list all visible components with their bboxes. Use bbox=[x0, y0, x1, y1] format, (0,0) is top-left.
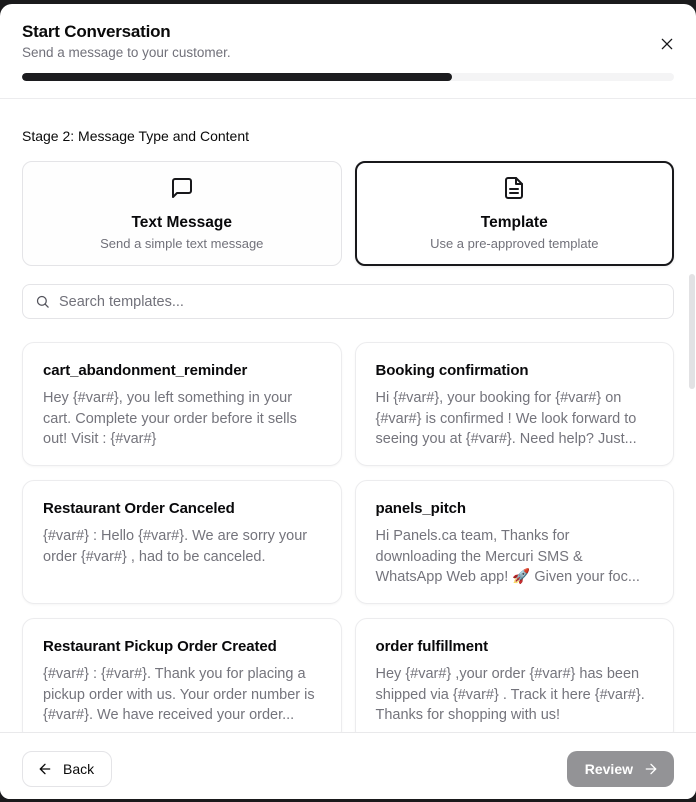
template-body: Hey {#var#}, you left something in your cart. Complete your order before it sells out! Visit : {#var#} bbox=[43, 390, 297, 447]
template-name: Restaurant Pickup Order Created bbox=[43, 638, 277, 655]
option-subtitle: Use a pre-approved template bbox=[430, 236, 599, 251]
option-title: Text Message bbox=[131, 214, 232, 231]
option-text-message[interactable] bbox=[22, 161, 342, 266]
template-card-panels-pitch[interactable] bbox=[355, 480, 675, 604]
stage-label: Stage 2: Message Type and Content bbox=[22, 128, 250, 144]
search-icon bbox=[35, 294, 50, 309]
option-title: Template bbox=[480, 214, 548, 231]
file-text-icon bbox=[502, 176, 526, 205]
dialog-content bbox=[0, 99, 696, 732]
review-button[interactable] bbox=[567, 751, 674, 787]
template-name: cart_abandonment_reminder bbox=[43, 362, 248, 379]
template-name: Booking confirmation bbox=[375, 362, 529, 379]
page-title: Start Conversation bbox=[22, 22, 171, 41]
template-body: {#var#} : {#var#}. Thank you for placing a pickup order with us. Your order number is {#var#}. We have received your order... bbox=[43, 666, 315, 723]
start-conversation-dialog bbox=[0, 4, 696, 799]
arrow-right-icon bbox=[643, 761, 659, 777]
close-icon bbox=[659, 36, 675, 52]
template-card-cart-abandonment[interactable] bbox=[22, 342, 342, 466]
back-button[interactable] bbox=[22, 751, 112, 787]
template-name: panels_pitch bbox=[375, 500, 466, 517]
progress-bar bbox=[22, 73, 674, 81]
close-button[interactable] bbox=[657, 34, 677, 54]
search-input[interactable] bbox=[59, 294, 661, 310]
template-card-restaurant-order-canceled[interactable] bbox=[22, 480, 342, 604]
dialog-footer bbox=[0, 732, 696, 799]
template-body: {#var#} : Hello {#var#}. We are sorry your order {#var#} , had to be canceled. bbox=[43, 528, 308, 565]
review-button-label: Review bbox=[584, 761, 633, 777]
message-square-icon bbox=[170, 176, 194, 205]
template-card-booking-confirmation[interactable] bbox=[355, 342, 675, 466]
dialog-header bbox=[0, 4, 696, 99]
template-body: Hi Panels.ca team, Thanks for downloading the Mercuri SMS & WhatsApp Web app! 🚀 Given your foc... bbox=[375, 528, 640, 585]
template-name: Restaurant Order Canceled bbox=[43, 500, 235, 517]
arrow-left-icon bbox=[37, 761, 53, 777]
option-template[interactable] bbox=[355, 161, 675, 266]
search-box bbox=[22, 284, 674, 319]
message-type-options bbox=[22, 161, 674, 266]
page-subtitle: Send a message to your customer. bbox=[22, 45, 231, 60]
template-body: Hey {#var#} ,your order {#var#} has been shipped via {#var#} . Track it here {#var#}. Thanks for shopping with us! bbox=[375, 666, 645, 723]
vertical-scrollbar[interactable] bbox=[689, 274, 695, 389]
template-body: Hi {#var#}, your booking for {#var#} on {#var#} is confirmed ! We look forward to seeing you at {#var#}. Need help? Just... bbox=[375, 390, 637, 447]
back-button-label: Back bbox=[63, 761, 95, 777]
template-card-restaurant-pickup-order[interactable] bbox=[22, 618, 342, 732]
template-list bbox=[22, 342, 674, 732]
option-subtitle: Send a simple text message bbox=[100, 236, 264, 251]
template-name: order fulfillment bbox=[375, 638, 488, 655]
progress-fill bbox=[22, 73, 452, 81]
template-card-order-fulfillment[interactable] bbox=[355, 618, 675, 732]
